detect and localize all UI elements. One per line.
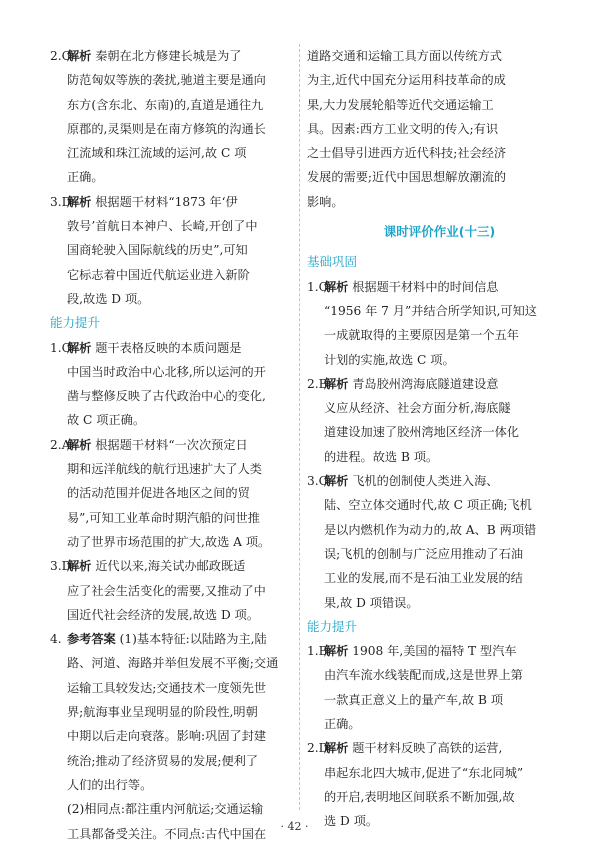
item-number: 1.B <box>307 644 328 659</box>
item-line: 果,故 D 项错误。 <box>324 595 419 610</box>
item-text: 根据题干材料中的时间信息 <box>352 279 499 294</box>
item-keyword: 解析 <box>67 194 92 209</box>
item-line: 路、河道、海路并举但发展不平衡;交通 <box>67 656 279 671</box>
item-line: 段,故选 D 项。 <box>67 291 150 306</box>
answer-item <box>307 639 572 736</box>
answer-item <box>307 736 572 833</box>
item-line: 敦号’首航日本神户、长崎,开创了中 <box>67 219 258 234</box>
item-line: 中国当时政治中心北移,所以运河的开 <box>67 364 266 379</box>
item-line: 防范匈奴等族的袭扰,驰道主要是通向 <box>67 73 266 88</box>
answer-item <box>50 433 292 554</box>
item-line: 界;航海事业呈现明显的阶段性,明朝 <box>67 705 258 720</box>
answer-item <box>307 275 572 372</box>
item-line: 故 C 项正确。 <box>67 413 146 428</box>
item-keyword: 解析 <box>67 49 92 63</box>
item-number: 1.C <box>50 340 71 355</box>
section-heading-ability: 能力提升 <box>307 618 358 634</box>
answer-item <box>50 336 292 433</box>
item-line: 江流域和珠江流域的运河,故 C 项 <box>67 146 247 161</box>
item-line: 之士倡导引进西方近代科技;社会经济 <box>307 146 507 161</box>
item-number: 1.C <box>307 279 328 294</box>
item-line: 串起东北四大城市,促进了“东北同城” <box>324 765 524 780</box>
item-line: 义应从经济、社会方面分析,海底隧 <box>324 401 511 416</box>
item-line: 为主,近代中国充分运用科技革命的成 <box>307 73 506 88</box>
item-number: 2.B <box>307 376 328 391</box>
item-line: 计划的实施,故选 C 项。 <box>324 352 455 367</box>
item-line: 易”,可知工业革命时期汽船的问世推 <box>67 510 260 525</box>
item-line: 原郡的,灵渠则是在南方修筑的沟通长 <box>67 121 266 136</box>
item-keyword: 解析 <box>324 644 349 659</box>
item-text: 近代以来,海关试办邮政既适 <box>95 559 246 574</box>
item-text: 题干表格反映的本质问题是 <box>95 340 242 355</box>
item-line: 工具都备受关注。不同点:古代中国在 <box>67 826 267 841</box>
item-line: 一款真正意义上的量产车,故 B 项 <box>324 692 504 707</box>
item-line: 陆、空立体交通时代,故 C 项正确;飞机 <box>324 498 532 513</box>
item-keyword: 解析 <box>324 279 349 294</box>
item-number: 3.C <box>307 474 328 489</box>
item-line: 的活动范围并促进各地区之间的贸 <box>67 486 250 501</box>
item-line: 误;飞机的创制与广泛应用推动了石油 <box>324 546 524 561</box>
item-line: 国近代社会经济的发展,故选 D 项。 <box>67 607 260 622</box>
item-line: 果,大力发展轮船等近代交通运输工 <box>307 97 494 112</box>
item-line: 是以内燃机作为动力的,故 A、B 两项错 <box>324 522 537 537</box>
item-line: 由汽车流水线装配而成,这是世界上第 <box>324 668 523 683</box>
answer-item <box>50 554 292 627</box>
item-keyword: 解析 <box>324 741 349 756</box>
item-line: 影响。 <box>307 194 344 209</box>
item-line: 一成就取得的主要原因是第一个五年 <box>324 328 519 343</box>
item-text: 根据题干材料“1873 年‘伊 <box>95 194 238 209</box>
item-line: 中期以后走向衰落。影响:巩固了封建 <box>67 729 267 744</box>
item-line: 道路交通和运输工具方面以传统方式 <box>307 49 502 63</box>
item-line: (2)相同点:都注重内河航运;交通运输 <box>67 802 264 817</box>
item-number: 3.D <box>50 559 72 574</box>
page-number: · 42 · <box>280 820 309 833</box>
item-number: 2.C <box>50 49 71 63</box>
item-text: 1908 年,美国的福特 T 型汽车 <box>352 644 517 659</box>
answer-continuation <box>307 44 572 214</box>
item-text: 题干材料反映了高铁的运营, <box>352 741 503 756</box>
item-line: 国商轮驶入国际航线的历史”,可知 <box>67 243 248 258</box>
item-line: 具。因素:西方工业文明的传入;有识 <box>307 121 499 136</box>
section-heading-ability: 能力提升 <box>50 315 101 331</box>
right-column <box>307 44 572 834</box>
item-number: 2.D <box>307 741 329 756</box>
item-text: 根据题干材料“一次次预定日 <box>95 437 248 452</box>
item-line: 期和远洋航线的航行迅速扩大了人类 <box>67 462 262 477</box>
item-keyword: 解析 <box>324 376 349 391</box>
item-line: 正确。 <box>324 717 361 732</box>
answer-item <box>50 190 292 311</box>
item-line: “1956 年 7 月”并结合所学知识,可知这 <box>324 303 537 318</box>
left-column <box>50 44 292 846</box>
item-keyword: 解析 <box>67 559 92 574</box>
item-keyword: 解析 <box>324 474 349 489</box>
item-line: 运输工具较发达;交通技术一度领先世 <box>67 680 267 695</box>
item-line: 东方(含东北、东南)的,直道是通往九 <box>67 97 264 112</box>
item-number: 4. <box>50 632 62 647</box>
item-text: 飞机的创制使人类进入海、 <box>352 474 499 489</box>
item-keyword: 参考答案 <box>67 632 116 647</box>
item-text: 青岛胶州湾海底隧道建设意 <box>352 376 499 391</box>
item-line: 人们的出行等。 <box>67 777 153 792</box>
item-line: 工业的发展,而不是石油工业发展的结 <box>324 571 523 586</box>
column-divider <box>299 44 300 810</box>
answer-item <box>50 44 292 190</box>
answer-item <box>50 627 292 846</box>
item-text: (1)基本特征:以陆路为主,陆 <box>119 632 267 647</box>
item-line: 发展的需要;近代中国思想解放潮流的 <box>307 170 507 185</box>
item-line: 正确。 <box>67 170 104 185</box>
item-line: 的开启,表明地区间联系不断加强,故 <box>324 789 515 804</box>
answer-item <box>307 469 572 615</box>
item-line: 道建设加速了胶州湾地区经济一体化 <box>324 425 519 440</box>
item-line: 的进程。故选 B 项。 <box>324 449 439 464</box>
assignment-title: 课时评价作业(十三) <box>383 224 496 240</box>
item-keyword: 解析 <box>67 437 92 452</box>
item-number: 2.A <box>50 437 71 452</box>
item-number: 3.D <box>50 194 72 209</box>
item-keyword: 解析 <box>67 340 92 355</box>
item-line: 它标志着中国近代航运业进入新阶 <box>67 267 250 282</box>
item-line: 动了世界市场范围的扩大,故选 A 项。 <box>67 534 271 549</box>
item-text: 秦朝在北方修建长城是为了 <box>95 49 242 63</box>
item-line: 凿与整修反映了古代政治中心的变化, <box>67 389 266 404</box>
answer-item <box>307 372 572 469</box>
item-line: 统治;推动了经济贸易的发展;便利了 <box>67 753 259 768</box>
item-line: 应了社会生活变化的需要,又推动了中 <box>67 583 266 598</box>
section-heading-basic: 基础巩固 <box>307 254 358 270</box>
item-line: 选 D 项。 <box>324 814 379 829</box>
